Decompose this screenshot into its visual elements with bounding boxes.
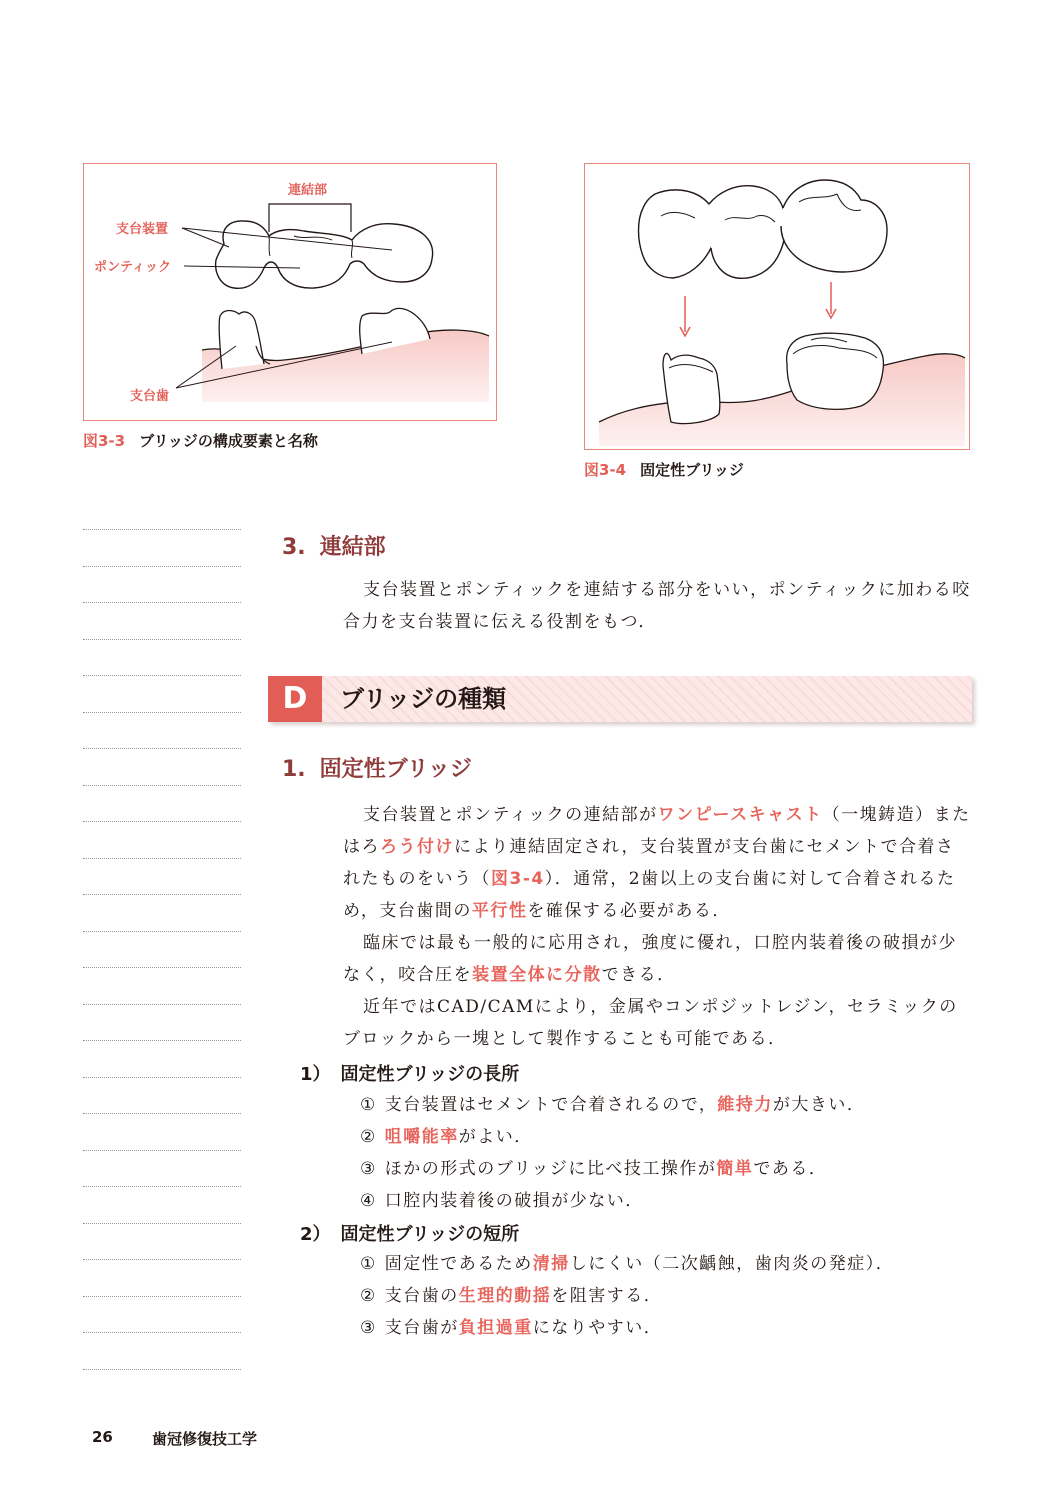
bridge-components-illustration [84,164,496,420]
keyword-retention: 維持力 [717,1095,773,1115]
disadvantage-item: ① 固定性であるため清掃しにくい（二次齲蝕，歯肉炎の発症）． [360,1254,895,1274]
page-number: 26 [92,1428,113,1446]
keyword-simple: 簡単 [716,1159,754,1179]
book-title: 歯冠修復技工学 [152,1430,258,1448]
label-abutment: 支台歯 [130,389,170,404]
disadvantages-heading: 2） 固定性ブリッジの短所 [300,1224,520,1245]
advantages-heading: 1） 固定性ブリッジの長所 [300,1064,520,1085]
keyword-masticatory-efficiency: 咀嚼能率 [384,1127,459,1147]
advantage-item: ③ ほかの形式のブリッジに比べ技工操作が簡単である． [360,1159,828,1179]
section-d-letter: D [268,676,322,722]
subsection-1-heading [282,752,472,783]
bridge-crown-right [781,180,887,272]
gum-shape [599,354,965,446]
figure-3-4-title: 固定性ブリッジ [640,461,744,479]
keyword-overload: 負担過重 [458,1318,533,1338]
bridge-crown-middle [709,186,786,279]
figure-3-4-box [584,163,970,450]
fixed-bridge-paragraph-2: 臨床では最も一般的に応用され，強度に優れ，口腔内装着後の破損が少なく，咬合圧を装置全体に分散できる． [343,933,958,985]
left-abutment-tooth [219,311,264,370]
section-3-paragraph: 支台装置とポンティックを連結する部分をいい，ポンティックに加わる咬合力を支台装置に伝える役割をもつ． [343,580,971,632]
fixed-bridge-illustration [585,164,969,449]
subsection-1-title: 固定性ブリッジ [319,757,472,782]
section-3-title: 連結部 [319,535,386,560]
keyword-cleaning: 清掃 [532,1254,570,1274]
fixed-bridge-paragraph-3: 近年ではCAD/CAMにより，金属やコンポジットレジン，セラミックのブロックから一塊として製作することも可能である． [343,997,958,1049]
label-retainer: 支台装置 [116,222,169,237]
fixed-bridge-paragraph-1: 支台装置とポンティックの連結部がワンピースキャスト（一塊鋳造）またはろろう付けにより連結固定され，支台装置が支台歯にセメントで合着されたものをいう（図3-4）．通常，2歯以上の支台歯に対して合着されるため，支台歯間の平行性を確保する必要がある． [343,805,971,921]
section-3-number: 3. [282,535,306,560]
bridge-outline [216,221,433,288]
label-connector: 連結部 [288,183,328,198]
figure-3-3-title: ブリッジの構成要素と名称 [139,432,318,450]
figure-3-4-caption [584,459,744,480]
subsection-1-number: 1. [282,757,306,782]
figure-reference[interactable]: 図3-4 [491,869,545,889]
advantage-item: ② 咀嚼能率がよい． [360,1127,533,1147]
figure-3-3-number: 図3-3 [83,432,126,450]
keyword-physiological-mobility: 生理的動揺 [458,1286,552,1306]
advantage-item: ④ 口腔内装着後の破損が少ない． [360,1191,644,1211]
section-d-banner [268,676,972,722]
section-d-title: ブリッジの種類 [340,685,507,713]
connector-bracket [269,204,351,232]
keyword-stress-distribution: 装置全体に分散 [472,965,602,985]
section-3-heading [282,530,386,561]
right-abutment-preparation [787,333,884,409]
figure-3-4-number: 図3-4 [584,461,627,479]
advantage-item: ① 支台装置はセメントで合着されるので，維持力が大きい． [360,1095,866,1115]
keyword-soldering: ろう付け [380,837,454,857]
disadvantage-item: ③ 支台歯が負担過重になりやすい． [360,1318,663,1338]
label-pontic: ポンティック [94,260,171,275]
disadvantage-item: ② 支台歯の生理的動揺を阻害する． [360,1286,663,1306]
bridge-crown-left [639,190,716,278]
left-abutment-preparation [663,353,720,423]
keyword-parallelism: 平行性 [471,901,528,921]
figure-3-3-caption [83,430,318,451]
figure-3-3-box [83,163,497,421]
keyword-one-piece-cast: ワンピースキャスト [657,805,823,825]
